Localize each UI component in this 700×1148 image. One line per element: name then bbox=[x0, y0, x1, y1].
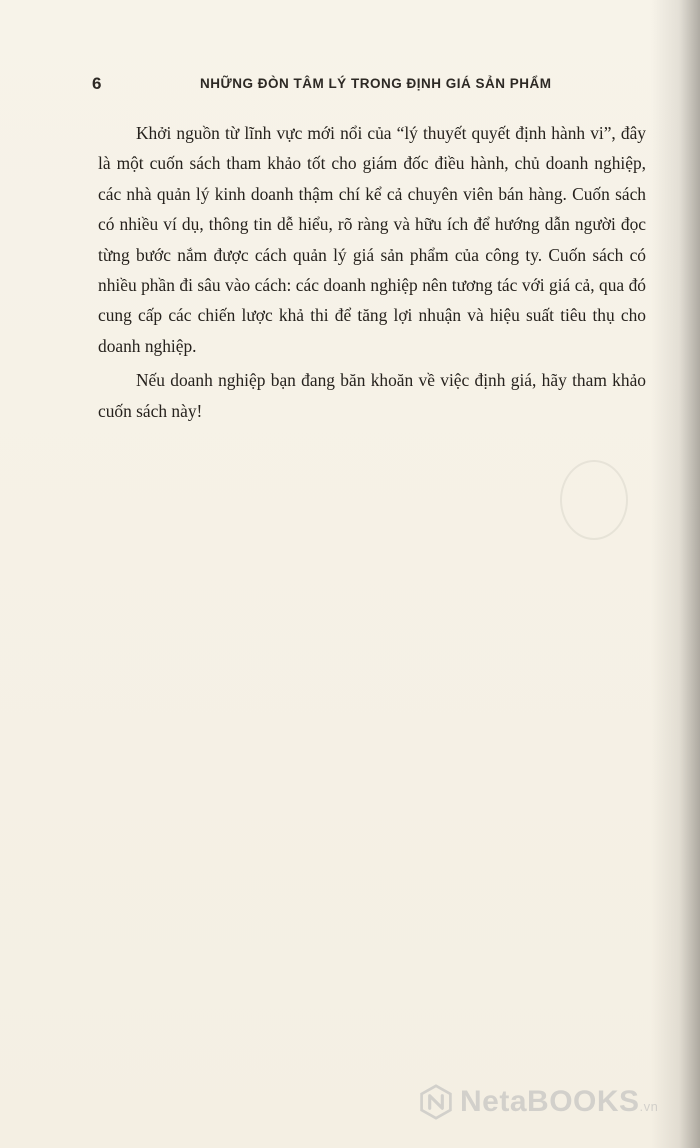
body-text bbox=[98, 118, 646, 426]
watermark-brand-name: NetaBOOKS bbox=[460, 1085, 640, 1118]
running-head bbox=[0, 74, 700, 98]
page-number: 6 bbox=[92, 74, 102, 93]
paragraph-closing: Nếu doanh nghiệp bạn đang băn khoăn về việc định giá, hãy tham khảo cuốn sách này! bbox=[98, 370, 646, 421]
watermark-suffix: .vn bbox=[639, 1099, 659, 1114]
netabooks-logo-icon bbox=[418, 1084, 454, 1120]
paragraph-intro: Khởi nguồn từ lĩnh vực mới nổi của “lý thuyết quyết định hành vi”, đây là một cuốn sách tham khảo tốt cho giám đốc điều hành, chủ doanh nghiệp, các nhà quản lý kinh doanh thậm chí kể cả chuyên viên bán hàng. Cuốn sách có nhiều ví dụ, thông tin dễ hiểu, rõ ràng và hữu ích để hướng dẫn người đọc từng bước nắm được cách quản lý giá sản phẩm của công ty. Cuốn sách có nhiều phần đi sâu vào cách: các doanh nghiệp nên tương tác với giá cả, qua đó cung cấp các chiến lược khả thi để tăng lợi nhuận và hiệu suất tiêu thụ cho doanh nghiệp. bbox=[98, 123, 646, 356]
watermark bbox=[418, 1082, 688, 1122]
watermark-brand bbox=[460, 1085, 658, 1119]
bleed-through-ornament bbox=[560, 460, 628, 540]
chapter-header-title: NHỮNG ĐÒN TÂM LÝ TRONG ĐỊNH GIÁ SẢN PHẨM bbox=[200, 76, 552, 91]
